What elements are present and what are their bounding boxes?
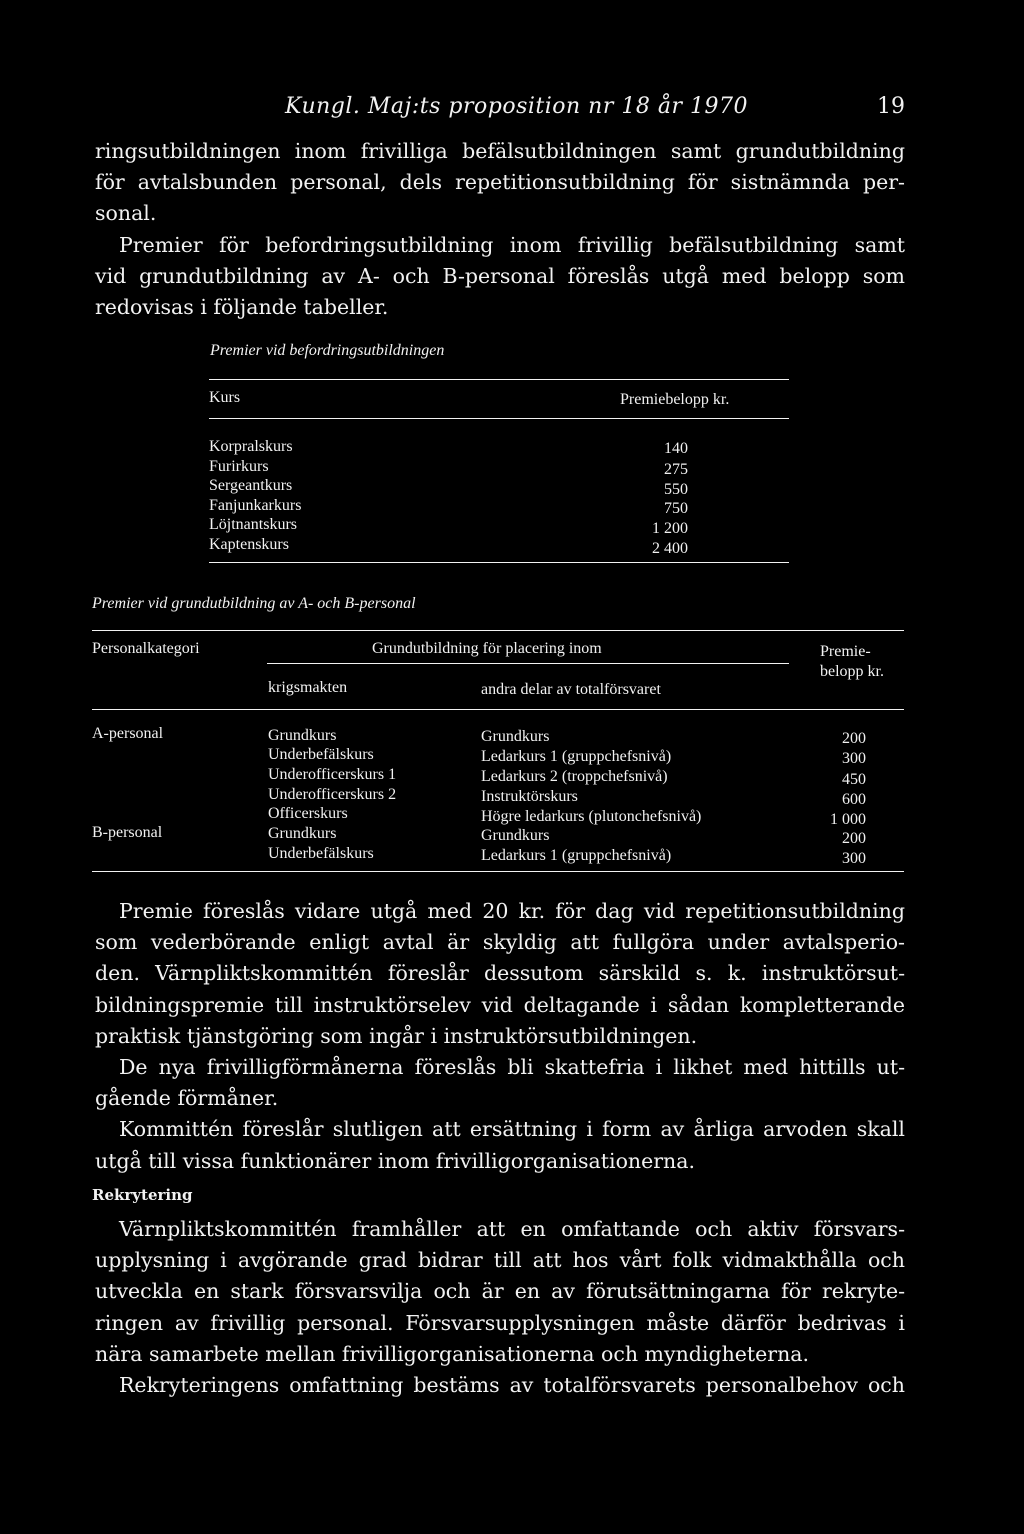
column-header-group: Grundutbildning för placering inom xyxy=(372,640,602,657)
text-line: De nya frivilligförmånerna föreslås bli skattefria i likhet med hittills ut- xyxy=(119,1055,905,1080)
text-line: som vederbörande enligt avtal är skyldig att fullgöra under avtalsperio- xyxy=(95,930,905,955)
text-line: ringsutbildningen inom frivilliga befälsutbildningen samt grundutbildning xyxy=(95,139,905,163)
table-row-belopp: 300 xyxy=(842,850,866,867)
text-line: Premie föreslås vidare utgå med 20 kr. för dag vid repetitionsutbildning xyxy=(119,899,905,923)
table-caption: Premier vid grundutbildning av A- och B-personal xyxy=(92,595,416,612)
table-row-belopp: 1 200 xyxy=(652,520,688,537)
table-row-andra: Instruktörskurs xyxy=(481,788,578,805)
page-number: 19 xyxy=(877,94,905,119)
text-line: nära samarbete mellan frivilligorganisationerna och myndigheterna. xyxy=(95,1341,810,1366)
table-rule xyxy=(209,562,789,563)
table-row-andra: Grundkurs xyxy=(481,728,550,745)
text-line: bildningspremie till instruktörselev vid deltagande i sådan kompletterande xyxy=(95,992,905,1017)
table-caption: Premier vid befordringsutbildningen xyxy=(210,342,445,359)
table-row-kurs: Löjtnantskurs xyxy=(209,516,297,533)
table-row-andra: Ledarkurs 1 (gruppchefsnivå) xyxy=(481,847,672,864)
column-header-krigsmakten: krigsmakten xyxy=(268,679,348,696)
text-line: upplysning i avgörande grad bidrar till att hos vårt folk vidmakthålla och xyxy=(95,1248,905,1273)
table-row-kurs: Kaptenskurs xyxy=(209,536,289,553)
text-line: Premier för befordringsutbildning inom frivillig befälsutbildning samt xyxy=(119,232,905,257)
table-row-kurs: Korpralskurs xyxy=(209,438,293,455)
table-row-kurs: Fanjunkarkurs xyxy=(209,497,302,514)
body-text xyxy=(95,896,905,1177)
table-rule xyxy=(92,630,904,631)
table-row-krigsmakten: Underbefälskurs xyxy=(268,845,374,862)
table-row-andra: Högre ledarkurs (plutonchefsnivå) xyxy=(481,808,702,825)
table-row-belopp: 140 xyxy=(664,440,688,457)
table-row-krigsmakten: Grundkurs xyxy=(268,825,337,842)
text-line: gående förmåner. xyxy=(95,1086,279,1111)
table-row-kategori: B-personal xyxy=(92,824,163,841)
table-row-krigsmakten: Underofficerskurs 1 xyxy=(268,766,397,783)
table-row-andra: Ledarkurs 1 (gruppchefsnivå) xyxy=(481,748,672,765)
page-header xyxy=(285,94,905,119)
column-header-andra-delar: andra delar av totalförsvaret xyxy=(481,681,661,698)
column-header-personalkategori: Personalkategori xyxy=(92,640,200,657)
table-row-krigsmakten: Underbefälskurs xyxy=(268,746,374,763)
text-line: praktisk tjänstgöring som ingår i instruktörsutbildningen. xyxy=(95,1023,698,1048)
table-row-krigsmakten: Underofficerskurs 2 xyxy=(268,786,397,803)
column-header-premie: Premie- xyxy=(820,643,871,660)
table-row-belopp: 275 xyxy=(664,461,688,478)
section-heading: Rekrytering xyxy=(92,1186,193,1204)
table-rule xyxy=(209,418,789,419)
table-row-belopp: 600 xyxy=(842,791,866,808)
text-line: utveckla en stark försvarsvilja och är en av förutsättningarna för rekryte- xyxy=(95,1279,905,1304)
text-line: Rekryteringens omfattning bestäms av totalförsvarets personalbehov och xyxy=(119,1373,905,1398)
table-row-belopp: 550 xyxy=(664,481,688,498)
table-row-andra: Ledarkurs 2 (troppchefsnivå) xyxy=(481,768,668,785)
intro-text xyxy=(95,136,905,323)
publication-title: Kungl. Maj:ts proposition nr 18 år 1970 xyxy=(285,94,748,119)
table-rule xyxy=(267,663,789,664)
text-line: för avtalsbunden personal, dels repetitionsutbildning för sistnämnda per- xyxy=(95,170,905,195)
text-line: Värnpliktskommittén framhåller att en omfattande och aktiv försvars- xyxy=(119,1217,905,1241)
table-rule xyxy=(92,871,904,872)
table-row-belopp: 750 xyxy=(664,500,688,517)
section-text xyxy=(95,1214,905,1401)
table-row-andra: Grundkurs xyxy=(481,827,550,844)
text-line: vid grundutbildning av A- och B-personal föreslås utgå med belopp som xyxy=(95,263,905,288)
table-row-krigsmakten: Grundkurs xyxy=(268,727,337,744)
table-row-belopp: 1 000 xyxy=(830,811,866,828)
table-rule xyxy=(209,379,789,380)
table-row-belopp: 300 xyxy=(842,750,866,767)
table-row-kategori: A-personal xyxy=(92,725,164,742)
column-header-kurs: Kurs xyxy=(209,389,241,406)
table-row-krigsmakten: Officerskurs xyxy=(268,805,348,822)
table-row-belopp: 2 400 xyxy=(652,540,688,557)
table-row-belopp: 200 xyxy=(842,730,866,747)
column-header-belopp: belopp kr. xyxy=(820,663,884,680)
column-header-premiebelopp: Premiebelopp kr. xyxy=(620,391,730,408)
text-line: Kommittén föreslår slutligen att ersättning i form av årliga arvoden skall xyxy=(119,1117,905,1142)
table-rule xyxy=(92,709,904,710)
text-line: redovisas i följande tabeller. xyxy=(95,295,389,320)
text-line: utgå till vissa funktionärer inom frivilligorganisationerna. xyxy=(95,1148,695,1173)
table-row-kurs: Furirkurs xyxy=(209,458,269,475)
text-line: den. Värnpliktskommittén föreslår dessutom särskild s. k. instruktörsut- xyxy=(95,961,905,986)
table-row-kurs: Sergeantkurs xyxy=(209,477,293,494)
table-row-belopp: 450 xyxy=(842,771,866,788)
text-line: sonal. xyxy=(95,201,157,226)
text-line: ringen av frivillig personal. Försvarsupplysningen måste därför bedrivas i xyxy=(95,1310,905,1335)
table-row-belopp: 200 xyxy=(842,830,866,847)
